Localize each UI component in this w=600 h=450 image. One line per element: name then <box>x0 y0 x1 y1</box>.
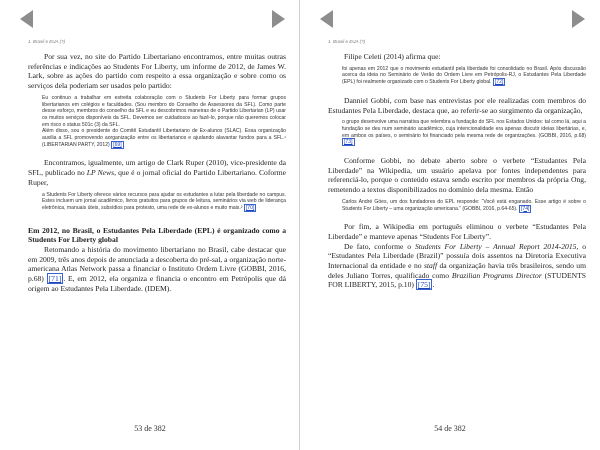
paragraph: Por sua vez, no site do Partido Libertariano encontramos, entre muitas outras referências e indicações ao Students For Liberty, um informe de 2012, de James W. Lark, sobre as ações do partido com respeito a essa organização e sobre como os serviços dela poderiam ser usados pelo partido: <box>28 52 286 91</box>
footnote-link[interactable]: [69] <box>113 141 122 148</box>
paragraph: Encontramos, igualmente, um artigo de Clark Ruper (2010), vice-presidente da SFL, publicado no LP News, que é o jornal oficial do Partido Libertariano. Coforme Ruper, <box>28 158 286 187</box>
next-page-arrow-icon[interactable] <box>572 10 585 28</box>
block-quote <box>342 119 586 146</box>
previous-page-arrow-icon[interactable] <box>320 10 333 28</box>
paragraph: Filipe Celeti (2014) afirma que: <box>344 52 441 61</box>
page-number: 54 de 382 <box>434 424 466 433</box>
footnote-link[interactable]: [74] <box>520 205 530 212</box>
footnote-link[interactable]: [72] <box>494 79 504 86</box>
footnote-link[interactable]: [73] <box>344 139 353 146</box>
block-quote <box>42 95 286 149</box>
publication-title: LP News <box>86 168 115 178</box>
quote-text: o grupo desenvolve uma narrativa que relembra a fundação do SFL nos Estados Unidos: tal como lá, aqui a fundação se deu num seminário acadêmico, cuja intencionalidade era apenas discutir ideias libertárias, e, em ambos os países, o seminário foi financiado pela mesma rede de organizações. (GOBBI, 2016, p.68) <box>342 119 586 139</box>
right-page <box>300 0 600 450</box>
block-quote <box>42 192 286 212</box>
paragraph: Retomando a história do movimento libertariano no Brasil, cabe destacar que em 2009, três anos depois de anunciada a descoberta do pré-sal, a organização norte-americana Atlas Network passa a financiar o Instituto Ordem Livre (GOBBI, 2016, p.68) [71] . E, em 2012, ela organiza e financia o encontro em Petrópolis que dá origem ao Estudantes Pela Liberdade. (IDEM). <box>28 245 286 293</box>
paragraph: De fato, conforme o Students For Liberty – Annual Report 2014-2015, o “Estudantes Pela Liberdade (Brazil)” possuía dois assentos na Diretoria Executiva Internacional da entidade e no staff da organização havia três brasileiros, sendo um deles Juliano Torres, qualificado como Brazilian Programs Director (STUDENTS FOR LIBERTY, 2015, p.10) [75] . <box>328 241 586 290</box>
left-page-text <box>28 52 286 294</box>
quote-text: Carlos André Góes, um dos fundadores do EPL responde: “Você está enganado. Esse artigo é sobre o Students For Liberty – uma organização americana.” (GOBBI, 2016, p.64-65). <box>342 198 586 212</box>
paragraph: Por fim, a Wikipedia em português eliminou o verbete “Estudantes Pela Liberdade” e manteve apenas “Students For Liberty”. <box>328 222 586 241</box>
running-head: 1. Brasil e EUA (?) <box>328 39 366 44</box>
previous-page-arrow-icon[interactable] <box>20 10 33 28</box>
page-number: 53 de 382 <box>134 424 166 433</box>
next-page-arrow-icon[interactable] <box>272 10 285 28</box>
block-quote <box>342 199 586 212</box>
paragraph: Conforme Gobbi, no debate aberto sobre o verbete “Estudantes Pela Liberdade” na Wikipedia, um usuário apelava por fontes independentes para referenciá-lo, porque o conteúdo estava sendo escrito por membros da própria Ong, remetendo a textos disponibilizados no domínio dela mesma. Então <box>328 156 586 195</box>
footnote-link[interactable]: [75] <box>417 280 431 290</box>
running-head: 1. Brasil e EUA (?) <box>28 39 66 44</box>
footnote-link[interactable]: [70] <box>245 204 255 211</box>
section-heading: Em 2012, no Brasil, o Estudantes Pela Liberdade (EPL) é organizado como a Students For Liberty global <box>28 225 286 245</box>
right-page-text <box>328 52 586 290</box>
block-quote <box>342 66 586 86</box>
paragraph: Danniel Gobbi, com base nas entrevistas por ele realizadas com membros do Estudantes Pela Liberdade, destaca que, ao referir-se ao surgimento da organização, <box>328 95 586 115</box>
quote-text: Eu continuo a trabalhar em estreita colaboração com o Students For Liberty para formar grupos libertarianos em colégios e faculdades. (Sou membro do Conselho de Assessores da SFL). Como parte desse esforço, membros do conselho da SFL e eu descobrimos maneiras de o Partido Libertarian (LP) usar os muitos serviços disponíveis da SFL. Devemos ser cuidadosos ao fazê-lo, porque não queremos colocar em risco o status 501c (3) da SFL. <box>42 94 286 128</box>
quote-text: Além disso, sou o presidente do Comitê Estudantil Libertariano de Ex-alunos (SLAC). Essa organização auxilia a SFL promovendo aorganização entre os libertarianos e ajudando alavantar fundos para a SFL.¹ (LIBERTARIAN PARTY, 2012) <box>42 128 286 148</box>
quote-text: foi apenas em 2012 que o movimento estudantil pela liberdade foi consolidado no Brasil. Após discussão acerca da ideia no Seminário de Verão do Ordem Livre em Petrópolis-RJ, o Estudantes Pela Liberdade (EPL) foi realmente organizado com o Students For Liberty global. <box>342 65 586 86</box>
footnote-link[interactable]: [71] <box>48 274 62 284</box>
quote-text: a Students For Liberty oferece vários recursos para ajudar os estudantes a lutar pela liberdade no campus. Estes incluem um jornal acadêmico, livros gratuitos para grupos de leitura, seminários via web de liderança eletrônica, manuais úteis, subsídios para protesto, uma rede de ex-alunos e muito mais.² <box>42 191 286 211</box>
